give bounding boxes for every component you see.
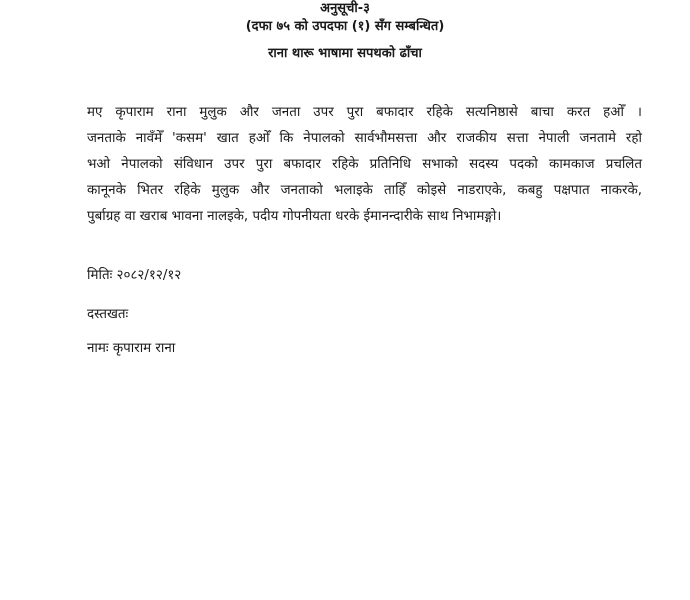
- oath-line: मए कृपाराम राना मुलुक और जनता उपर पुरा बफादार रहिके सत्यनिष्ठासे बाचा करत हओँ ।: [87, 105, 642, 120]
- oath-line: कानूनके भितर रहिके मुलुक और जनताको भलाइके ताहिँ कोइसे नाडराएके, कबहु पक्षपात नाकरके,: [87, 183, 642, 198]
- form-title: राना थारू भाषामा सपथको ढाँचा: [268, 46, 422, 61]
- signature-field: दस्तखतः: [87, 307, 129, 322]
- oath-line: जनताके नावँमेँ 'कसम' खात हओँ कि नेपालको सार्वभौमसत्ता और राजकीय सत्ता नेपाली जनतामे रहो: [87, 131, 642, 146]
- oath-line: भओ नेपालको संविधान उपर पुरा बफादार रहिके प्रतिनिधि सभाको सदस्य पदको कामकाज प्रचलित: [87, 157, 642, 172]
- schedule-title: अनुसूची-३: [320, 1, 370, 16]
- oath-line: पुर्बाग्रह वा खराब भावना नालइके, पदीय गोपनीयता धरके ईमानन्दारीके साथ निभामङ्गो।: [87, 209, 502, 224]
- name-field: नामः कृपाराम राना: [87, 341, 176, 356]
- oath-paragraph: [87, 100, 642, 230]
- date-field: मितिः २०८२/१२/१२: [87, 268, 182, 283]
- section-reference: (दफा ७५ को उपदफा (१) सँग सम्बन्धित): [245, 19, 445, 34]
